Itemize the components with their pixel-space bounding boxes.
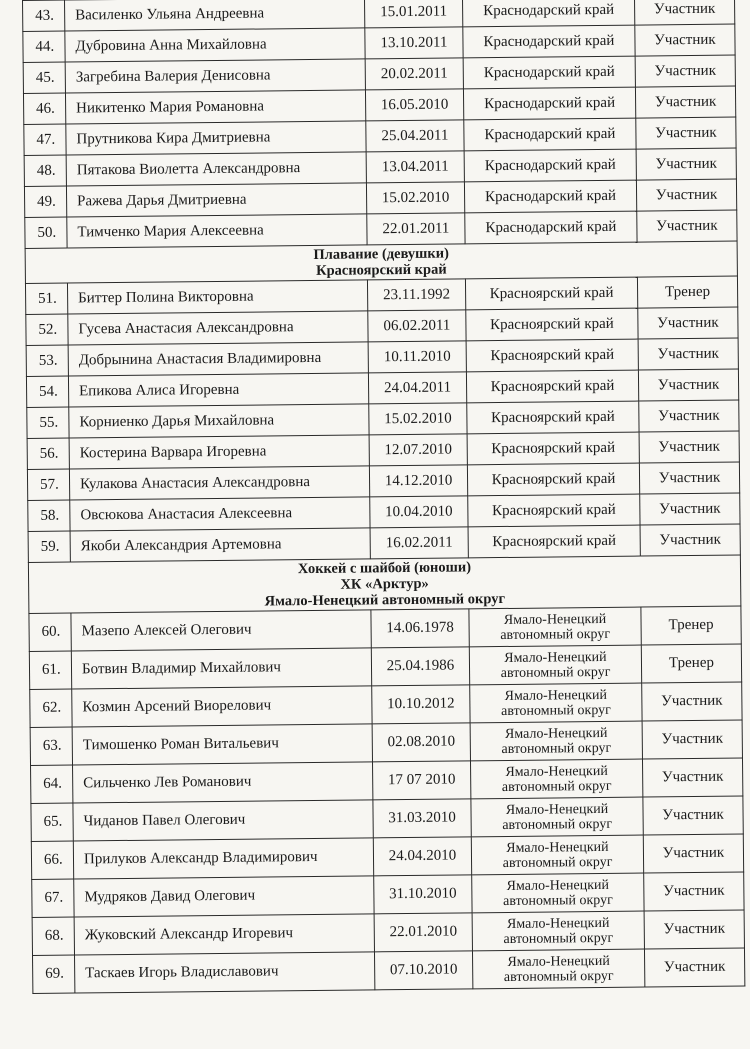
section-heading	[28, 555, 740, 613]
participants-table-body	[23, 0, 745, 993]
role-cell: Участник	[642, 758, 742, 797]
role-cell: Участник	[636, 117, 736, 149]
row-number-cell: 54.	[26, 376, 68, 407]
role-cell: Участник	[644, 948, 744, 987]
participant-name-cell: Прилуков Александр Владимирович	[73, 838, 373, 879]
row-number-cell: 66.	[31, 841, 73, 879]
participant-name-cell: Никитенко Мария Романовна	[65, 90, 365, 124]
participant-name-cell: Биттер Полина Викторовна	[67, 280, 367, 314]
row-number-cell: 60.	[29, 613, 71, 651]
row-number-cell: 67.	[32, 879, 74, 917]
role-cell: Участник	[635, 55, 735, 87]
section-heading-line: Хоккей с шайбой (юноши)	[297, 559, 472, 578]
section-heading-row	[28, 555, 740, 613]
birth-date-cell: 07.10.2010	[374, 951, 472, 990]
row-number-cell: 45.	[23, 62, 65, 93]
role-cell: Участник	[639, 431, 739, 463]
region-cell: Краснодарский край	[464, 149, 636, 182]
row-number-cell: 46.	[23, 93, 65, 124]
row-number-cell: 63.	[30, 727, 72, 765]
region-cell: Краснодарский край	[464, 180, 636, 213]
birth-date-cell: 24.04.2011	[368, 372, 466, 404]
row-number-cell: 58.	[28, 500, 70, 531]
section-heading-line: Плавание (девушки)	[313, 245, 449, 263]
birth-date-cell: 24.04.2010	[373, 837, 471, 876]
participant-name-cell: Епикова Алиса Игоревна	[68, 373, 368, 407]
role-cell: Участник	[642, 720, 742, 759]
participant-name-cell: Овсюкова Анастасия Алексеевна	[70, 497, 370, 531]
role-cell: Тренер	[641, 606, 741, 645]
role-cell: Участник	[640, 493, 740, 525]
birth-date-cell: 06.02.2011	[368, 310, 466, 342]
participant-name-cell: Кулакова Анастасия Александровна	[69, 466, 369, 500]
row-number-cell: 47.	[24, 124, 66, 155]
birth-date-cell: 22.01.2011	[367, 213, 465, 245]
birth-date-cell: 10.10.2012	[372, 685, 470, 724]
participant-name-cell: Ботвин Владимир Михайлович	[71, 648, 371, 689]
role-cell: Тренер	[637, 276, 737, 308]
participant-name-cell: Таскаев Игорь Владиславович	[75, 952, 375, 993]
table-row	[33, 948, 745, 993]
participant-name-cell: Сильченко Лев Романович	[73, 762, 373, 803]
participants-table	[22, 0, 745, 994]
birth-date-cell: 16.02.2011	[370, 527, 468, 559]
birth-date-cell: 31.03.2010	[373, 799, 471, 838]
row-number-cell: 65.	[31, 803, 73, 841]
role-cell: Участник	[636, 148, 736, 180]
role-cell: Участник	[638, 307, 738, 339]
region-cell: Красноярский край	[468, 494, 640, 527]
birth-date-cell: 23.11.1992	[367, 279, 465, 311]
participant-name-cell: Мазепо Алексей Олегович	[71, 610, 371, 651]
role-cell: Участник	[643, 834, 743, 873]
region-cell: Краснодарский край	[463, 25, 635, 58]
participant-name-cell: Василенко Ульяна Андреевна	[65, 0, 365, 31]
birth-date-cell: 16.05.2010	[365, 89, 463, 121]
row-number-cell: 55.	[27, 407, 69, 438]
region-cell: Красноярский край	[467, 463, 639, 496]
role-cell: Участник	[639, 400, 739, 432]
region-cell: Ямало-Ненецкий автономный округ	[472, 949, 644, 989]
region-cell: Красноярский край	[468, 525, 640, 558]
participant-name-cell: Ражева Дарья Дмитриевна	[66, 183, 366, 217]
region-cell: Краснодарский край	[462, 0, 634, 27]
region-cell: Красноярский край	[466, 308, 638, 341]
row-number-cell: 49.	[24, 186, 66, 217]
row-number-cell: 53.	[26, 345, 68, 376]
role-cell: Участник	[638, 369, 738, 401]
row-number-cell: 57.	[27, 469, 69, 500]
row-number-cell: 59.	[28, 531, 70, 562]
birth-date-cell: 14.12.2010	[369, 465, 467, 497]
birth-date-cell: 15.02.2010	[369, 403, 467, 435]
birth-date-cell: 10.04.2010	[370, 496, 468, 528]
role-cell: Участник	[639, 462, 739, 494]
role-cell: Участник	[640, 524, 740, 556]
participant-name-cell: Корниенко Дарья Михайловна	[69, 404, 369, 438]
role-cell: Участник	[635, 86, 735, 118]
birth-date-cell: 10.11.2010	[368, 341, 466, 373]
region-cell: Краснодарский край	[464, 118, 636, 151]
row-number-cell: 56.	[27, 438, 69, 469]
row-number-cell: 61.	[29, 651, 71, 689]
section-heading-line: ХК «Арктур»	[340, 575, 429, 593]
region-cell: Ямало-Ненецкий автономный округ	[469, 607, 641, 647]
region-cell: Ямало-Ненецкий автономный округ	[469, 645, 641, 685]
role-cell: Участник	[637, 210, 737, 242]
role-cell: Участник	[642, 682, 742, 721]
section-heading-line: Красноярский край	[315, 261, 447, 279]
role-cell: Участник	[643, 796, 743, 835]
region-cell: Красноярский край	[466, 370, 638, 403]
participant-name-cell: Добрынина Анастасия Владимировна	[68, 342, 368, 376]
region-cell: Красноярский край	[465, 277, 637, 310]
region-cell: Краснодарский край	[465, 211, 637, 244]
birth-date-cell: 14.06.1978	[371, 609, 469, 648]
role-cell: Участник	[644, 872, 744, 911]
role-cell: Участник	[644, 910, 744, 949]
region-cell: Ямало-Ненецкий автономный округ	[470, 721, 642, 761]
document-page	[22, 0, 744, 994]
birth-date-cell: 17 07 2010	[372, 761, 470, 800]
row-number-cell: 43.	[23, 0, 65, 31]
region-cell: Ямало-Ненецкий автономный округ	[470, 759, 642, 799]
role-cell: Тренер	[641, 644, 741, 683]
region-cell: Красноярский край	[466, 339, 638, 372]
row-number-cell: 52.	[26, 314, 68, 345]
birth-date-cell: 13.04.2011	[366, 151, 464, 183]
section-heading-line: Ямало-Ненецкий автономный округ	[264, 590, 506, 610]
row-number-cell: 44.	[23, 31, 65, 62]
region-cell: Краснодарский край	[463, 56, 635, 89]
row-number-cell: 51.	[25, 283, 67, 314]
region-cell: Ямало-Ненецкий автономный округ	[470, 683, 642, 723]
region-cell: Ямало-Ненецкий автономный округ	[471, 835, 643, 875]
region-cell: Красноярский край	[467, 432, 639, 465]
row-number-cell: 68.	[32, 917, 74, 955]
region-cell: Красноярский край	[467, 401, 639, 434]
participant-name-cell: Тимошенко Роман Витальевич	[72, 724, 372, 765]
birth-date-cell: 31.10.2010	[374, 875, 472, 914]
participant-name-cell: Чиданов Павел Олегович	[73, 800, 373, 841]
birth-date-cell: 13.10.2011	[365, 27, 463, 59]
participant-name-cell: Гусева Анастасия Александровна	[68, 311, 368, 345]
participant-name-cell: Загребина Валерия Денисовна	[65, 59, 365, 93]
participant-name-cell: Мудряков Давид Олегович	[74, 876, 374, 917]
birth-date-cell: 15.02.2010	[366, 182, 464, 214]
birth-date-cell: 15.01.2011	[364, 0, 462, 28]
row-number-cell: 48.	[24, 155, 66, 186]
participant-name-cell: Якоби Александрия Артемовна	[70, 528, 370, 562]
participant-name-cell: Тимченко Мария Алексеевна	[67, 214, 367, 248]
region-cell: Ямало-Ненецкий автономный округ	[471, 797, 643, 837]
region-cell: Ямало-Ненецкий автономный округ	[472, 911, 644, 951]
birth-date-cell: 12.07.2010	[369, 434, 467, 466]
role-cell: Участник	[634, 0, 734, 25]
birth-date-cell: 25.04.2011	[366, 120, 464, 152]
row-number-cell: 62.	[30, 689, 72, 727]
participant-name-cell: Костерина Варвара Игоревна	[69, 435, 369, 469]
participant-name-cell: Прутникова Кира Дмитриевна	[66, 121, 366, 155]
birth-date-cell: 02.08.2010	[372, 723, 470, 762]
participant-name-cell: Жуковский Александр Игоревич	[74, 914, 374, 955]
row-number-cell: 50.	[25, 217, 67, 248]
region-cell: Ямало-Ненецкий автономный округ	[472, 873, 644, 913]
row-number-cell: 64.	[31, 765, 73, 803]
birth-date-cell: 22.01.2010	[374, 913, 472, 952]
birth-date-cell: 25.04.1986	[371, 647, 469, 686]
role-cell: Участник	[636, 179, 736, 211]
row-number-cell: 69.	[33, 955, 75, 993]
participant-name-cell: Козмин Арсений Виорелович	[72, 686, 372, 727]
participant-name-cell: Пятакова Виолетта Александровна	[66, 152, 366, 186]
role-cell: Участник	[638, 338, 738, 370]
birth-date-cell: 20.02.2011	[365, 58, 463, 90]
region-cell: Краснодарский край	[463, 87, 635, 120]
role-cell: Участник	[635, 24, 735, 56]
participant-name-cell: Дубровина Анна Михайловна	[65, 28, 365, 62]
